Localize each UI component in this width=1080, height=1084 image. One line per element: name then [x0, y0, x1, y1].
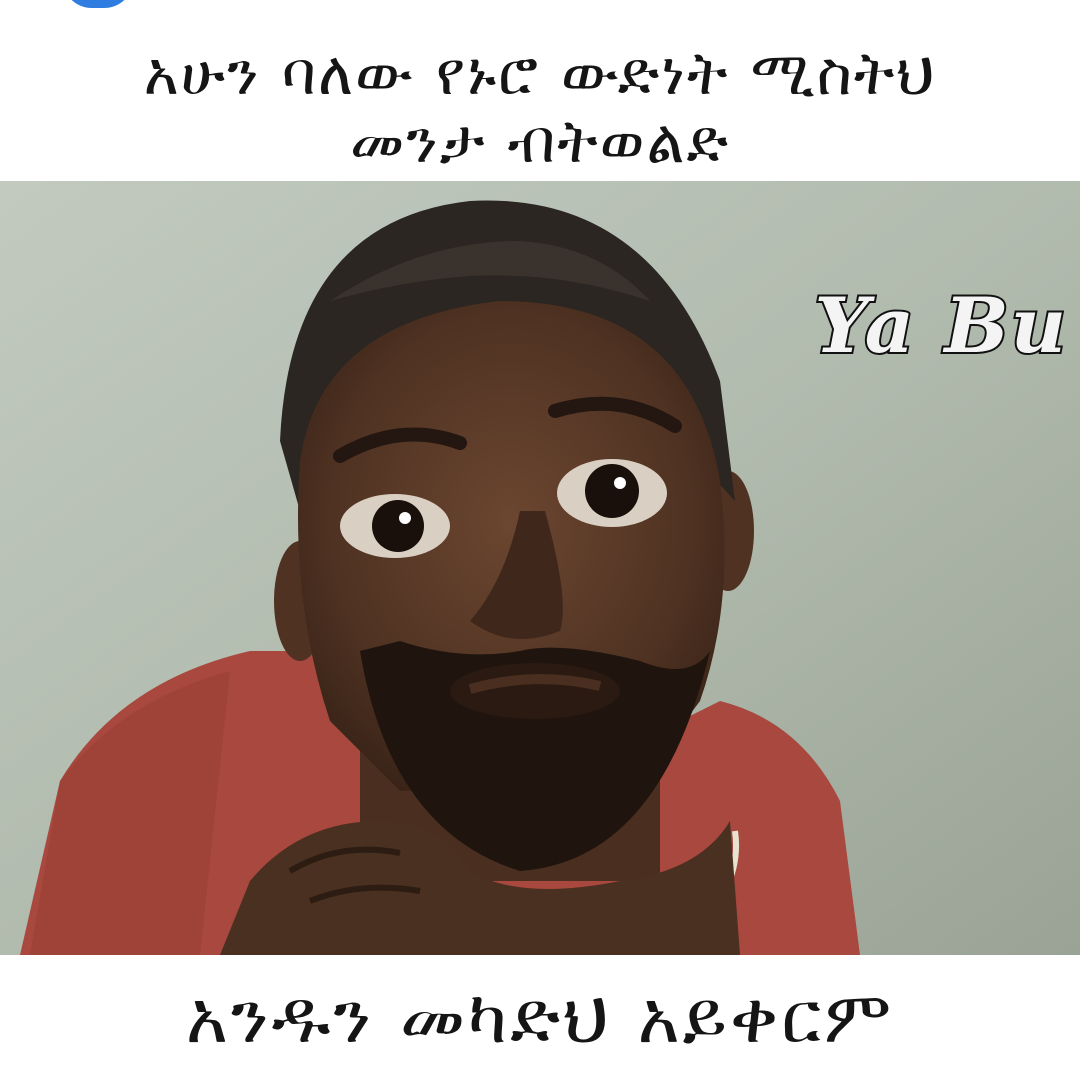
top-caption-line-1: አሁን ባለው የኑሮ ውድነት ሚስትህ: [143, 39, 937, 109]
bottom-caption: አንዱን መካድህ አይቀርም: [185, 975, 895, 1059]
top-caption: [0, 40, 1080, 176]
top-caption-line-2: መንታ ብትወልድ: [349, 107, 731, 177]
watermark: Ya Bu: [814, 281, 1068, 370]
meme-photo: [0, 181, 1080, 955]
app-badge-fragment: [62, 0, 134, 8]
